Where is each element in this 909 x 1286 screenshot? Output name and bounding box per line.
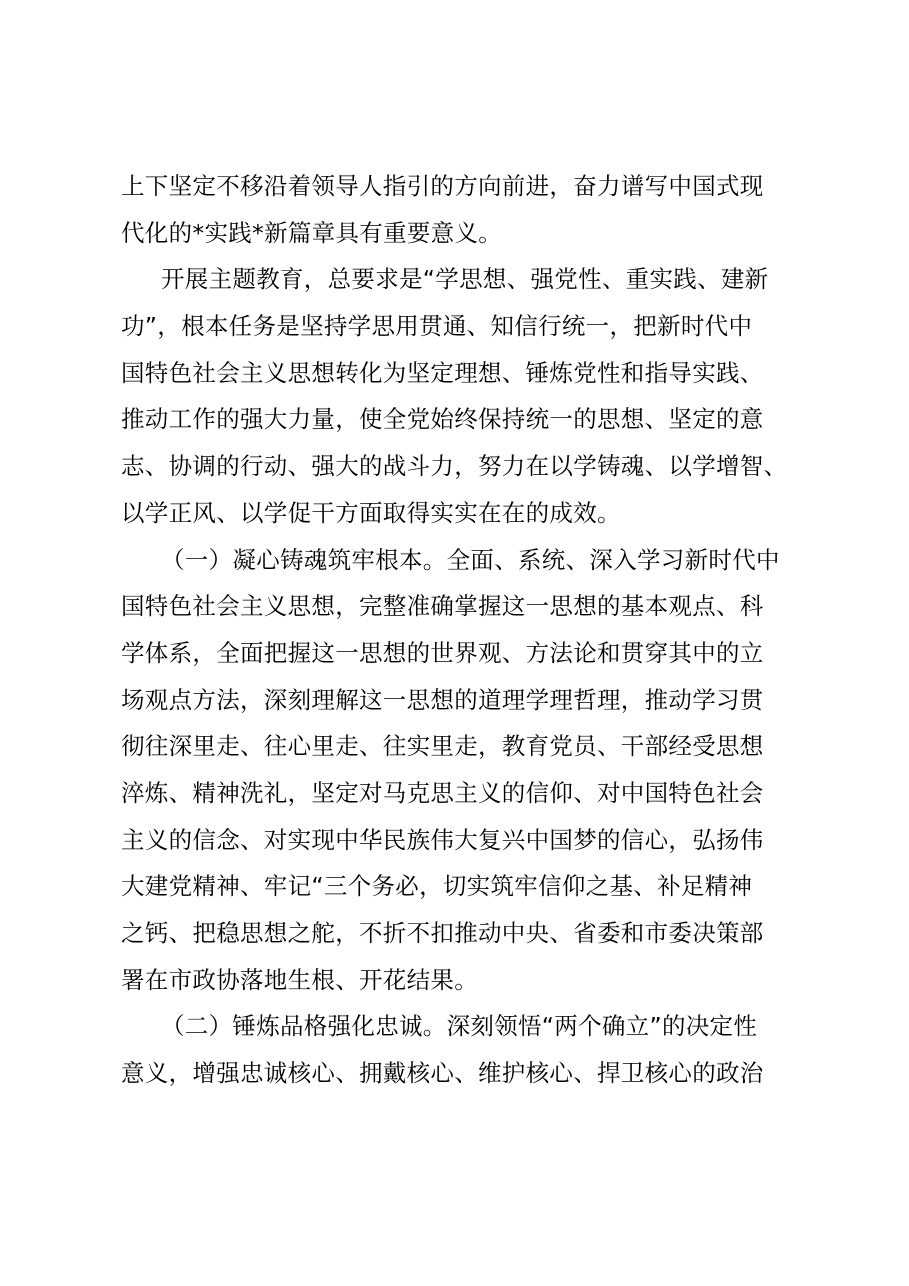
text-line: 国特色社会主义思想转化为坚定理想、锤炼党性和指导实践、 [121,358,764,387]
text-line: 场观点方法，深刻理解这一思想的道理学理哲理，推动学习贯 [121,685,764,714]
text-line: 学体系，全面把握这一思想的世界观、方法论和贯穿其中的立 [121,638,764,667]
text-line: 主义的信念、对实现中华民族伟大复兴中国梦的信心，弘扬伟 [121,825,764,854]
section-heading-line: （二）锤炼品格强化忠诚。深刻领悟“两个确立”的决定性 [161,1012,758,1041]
text-line: 代化的*实践*新篇章具有重要意义。 [121,218,503,247]
text-line: 以学正风、以学促干方面取得实实在在的成效。 [121,498,621,527]
section-heading-line: （一）凝心铸魂筑牢根本。全面、系统、深入学习新时代中 [161,545,780,574]
text-line: 推动工作的强大力量，使全党始终保持统一的思想、坚定的意 [121,405,764,434]
text-line: 之钙、把稳思想之舵，不折不扣推动中央、省委和市委决策部 [121,919,764,947]
text-line: 淬炼、精神洗礼，坚定对马克思主义的信仰、对中国特色社会 [121,778,764,807]
text-line: 志、协调的行动、强大的战斗力，努力在以学铸魂、以学增智、 [121,452,788,481]
document-body [121,163,821,1097]
text-line: 彻往深里走、往心里走、往实里走，教育党员、干部经受思想 [121,732,764,761]
text-line: 大建党精神、牢记“三个务必，切实筑牢信仰之基、补足精神 [121,872,753,901]
text-line: 功”，根本任务是坚持学思用贯通、知信行统一，把新时代中 [121,312,753,341]
paragraph-start-line: 开展主题教育，总要求是“学思想、强党性、重实践、建新 [161,265,769,294]
text-line: 国特色社会主义思想，完整准确掌握这一思想的基本观点、科 [121,592,764,621]
text-line: 上下坚定不移沿着领导人指引的方向前进，奋力谱写中国式现 [121,172,764,200]
text-line: 署在市政协落地生根、开花结果。 [121,965,478,994]
text-line: 意义，增强忠诚核心、拥戴核心、维护核心、捍卫核心的政治 [121,1059,764,1088]
